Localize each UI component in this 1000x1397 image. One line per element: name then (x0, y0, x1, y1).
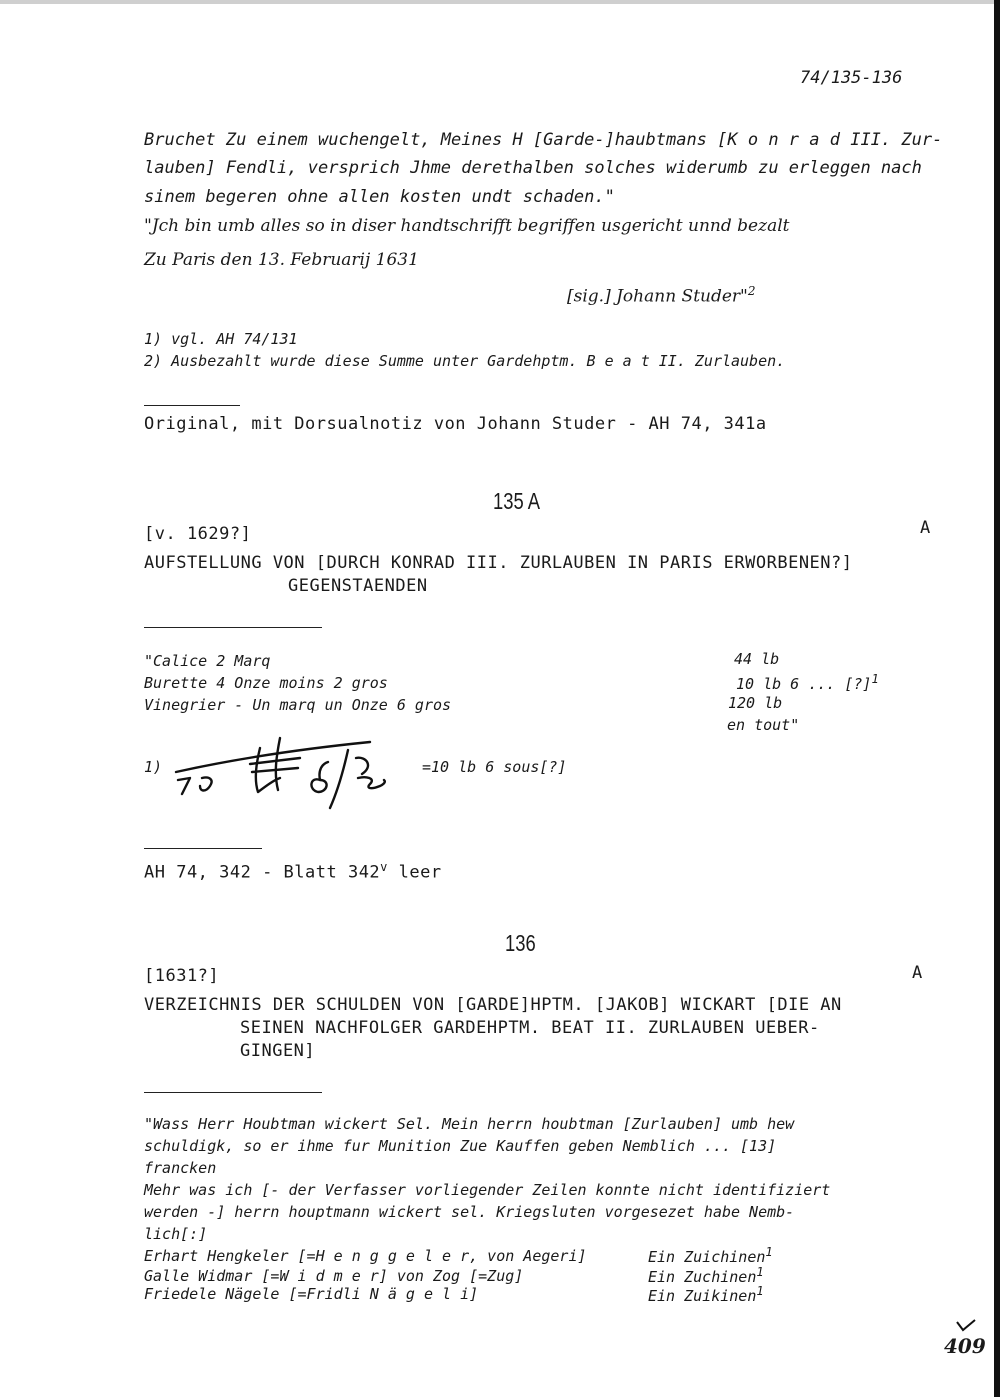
doc135-source: Original, mit Dorsualnotiz von Johann Studer - AH 74, 341a (144, 414, 767, 434)
doc136-letter: A (912, 963, 923, 983)
doc135-source-rule (144, 405, 240, 406)
doc136-person-2-role-text: Ein Zuchinen (648, 1268, 757, 1286)
doc135A-number: 135 A (493, 488, 541, 514)
doc136-text-line-1: "Wass Herr Houbtman wickert Sel. Mein herrn houbtman [Zurlauben] umb hew (144, 1115, 795, 1133)
doc135A-footnote-label: 1) (144, 758, 163, 776)
archive-mark: 409 (944, 1334, 986, 1358)
doc135A-source-end: leer (387, 862, 442, 883)
doc135A-item-1-value: 44 lb (734, 650, 780, 668)
doc136-title-line-3: GINGEN] (240, 1041, 316, 1061)
doc136-person-1: Erhart Hengkeler [=H e n g g e l e r, von Aegeri] (144, 1247, 587, 1265)
doc136-person-3-role-text: Ein Zuikinen (648, 1287, 757, 1305)
doc136-person-2-role (648, 1265, 764, 1286)
scan-border-top (0, 0, 1000, 4)
doc136-person-3: Friedele Nägele [=Fridli N ä g e l i] (144, 1285, 479, 1303)
doc135-line-3: sinem begeren ohne allen kosten undt schaden." (144, 187, 615, 207)
page-reference: 74/135-136 (800, 68, 903, 88)
doc135-signature (567, 284, 756, 307)
doc136-person-3-role (648, 1284, 764, 1305)
doc136-text-line-4: Mehr was ich [- der Verfasser vorliegender Zeilen konnte nicht identifiziert (144, 1181, 831, 1199)
doc136-title-line-1: VERZEICHNIS DER SCHULDEN VON [GARDE]HPTM. [JAKOB] WICKART [DIE AN (144, 995, 842, 1015)
checkmark-icon (955, 1318, 977, 1332)
handwritten-amount-icon (170, 728, 410, 810)
doc136-number: 136 (505, 930, 536, 956)
doc135A-title-line-1: AUFSTELLUNG VON [DURCH KONRAD III. ZURLAUBEN IN PARIS ERWORBENEN?] (144, 553, 853, 573)
doc136-title-line-2: SEINEN NACHFOLGER GARDEHPTM. BEAT II. ZURLAUBEN UEBER- (240, 1018, 820, 1038)
doc136-person-1-note: 1 (765, 1245, 773, 1259)
doc135-script-line-1: "Jch bin umb alles so in diser handtschrifft begriffen usgericht unnd bezalt (144, 216, 790, 236)
doc136-text-line-2: schuldigk, so er ihme fur Munition Zue Kauffen geben Nemblich ... [13] (144, 1137, 777, 1155)
doc136-person-1-role (648, 1245, 773, 1266)
doc135A-source-rule (144, 848, 262, 849)
doc135A-item-2-note: 1 (871, 672, 879, 686)
doc135A-item-3: Vinegrier - Un marq un Onze 6 gros (144, 696, 452, 714)
doc135A-item-2: Burette 4 Onze moins 2 gros (144, 674, 388, 692)
doc135A-letter: A (920, 518, 931, 538)
doc136-person-1-role-text: Ein Zuichinen (648, 1248, 766, 1266)
doc135A-total-label: en tout" (727, 716, 800, 734)
doc136-person-2: Galle Widmar [=W i d m e r] von Zog [=Zug] (144, 1267, 524, 1285)
doc135A-date: [v. 1629?] (144, 524, 252, 544)
doc136-text-line-6: lich[:] (144, 1225, 208, 1243)
doc136-date: [1631?] (144, 966, 220, 986)
doc136-person-3-note: 1 (756, 1284, 764, 1298)
doc135A-source (144, 860, 442, 883)
doc135A-item-1: "Calice 2 Marq (144, 652, 271, 670)
doc135-line-2: lauben] Fendli, versprich Jhme derethalben solches widerumb zu erleggen nach (144, 158, 922, 178)
doc135A-source-verso: v (380, 860, 388, 874)
doc135A-title-line-2: GEGENSTAENDEN (288, 576, 428, 596)
doc135A-source-text: AH 74, 342 - Blatt 342 (144, 862, 381, 883)
doc135A-footnote-text: =10 lb 6 sous[?] (422, 758, 567, 776)
doc136-text-line-5: werden -] herrn houptmann wickert sel. Kriegsluten vorgesezet habe Nemb- (144, 1203, 795, 1221)
scan-border-right (994, 0, 1000, 1397)
doc135-line-1: Bruchet Zu einem wuchengelt, Meines H [Garde-]haubtmans [K o n r a d III. Zur- (144, 130, 943, 150)
doc136-text-line-3: francken (144, 1159, 217, 1177)
doc135-footnote-2: 2) Ausbezahlt wurde diese Summe unter Gardehptm. B e a t II. Zurlauben. (144, 352, 786, 370)
doc135A-title-rule (144, 627, 322, 628)
doc135-signature-note: 2 (747, 284, 756, 298)
doc135-footnote-1: 1) vgl. AH 74/131 (144, 330, 298, 348)
doc135A-item-2-value (736, 672, 879, 693)
doc135A-item-3-value: 120 lb (728, 694, 783, 712)
doc135-script-line-2: Zu Paris den 13. Februarij 1631 (144, 250, 419, 270)
doc136-title-rule (144, 1092, 322, 1093)
doc136-person-2-note: 1 (756, 1265, 764, 1279)
doc135-signature-text: [sig.] Johann Studer" (567, 286, 748, 307)
doc135A-item-2-value-text: 10 lb 6 ... [?] (736, 675, 872, 693)
